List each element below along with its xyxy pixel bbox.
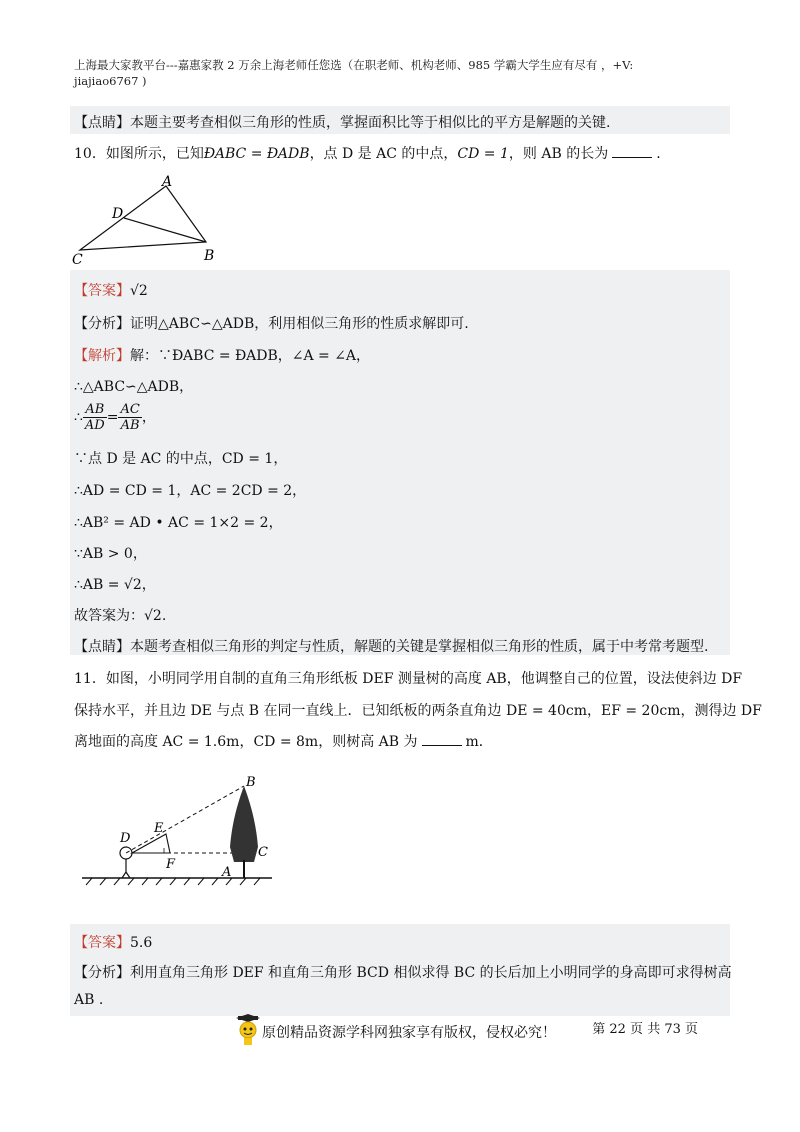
q10-sol-3-post: ， <box>141 409 156 426</box>
page-header <box>74 57 734 89</box>
tree <box>230 786 258 862</box>
q10-stem-b: ，点 D 是 AC 的中点， <box>309 146 458 162</box>
q10-stem-cd: CD = 1 <box>457 146 509 162</box>
q10-sol-3 <box>74 402 156 433</box>
label-b: B <box>204 248 215 264</box>
segment-db <box>124 218 206 242</box>
q10-stem-cond: ÐABC = ÐADB <box>203 146 310 162</box>
q10-point-tag: 【点睛】 <box>74 639 130 655</box>
copyright-notice: 原创精品资源学科网独家享有版权，侵权必究！ <box>262 1025 556 1041</box>
q10-stem-end: . <box>656 146 661 162</box>
label-c: C <box>72 252 83 268</box>
fraction-ab-ad <box>83 402 107 433</box>
mascot-icon <box>236 1014 260 1046</box>
q10-sol-3-pre: ∴ <box>74 409 83 426</box>
page-number: 第 22 页 共 73 页 <box>592 1022 698 1037</box>
label-f: F <box>166 857 176 872</box>
header-line-2: jiajiao6767 ) <box>74 74 147 88</box>
frac-num: AB <box>83 402 107 418</box>
q11-line-3 <box>74 731 493 751</box>
q10-stem <box>74 143 661 163</box>
q11-answer-blank <box>422 733 462 746</box>
q11-line-3-a: 离地面的高度 AC = 1.6m，CD = 8m，则树高 AB 为 <box>74 734 418 750</box>
q10-sol-8: ∴AB = √2， <box>74 577 156 593</box>
q10-sol-2: ∴△ABC∽△ADB， <box>74 379 194 395</box>
q10-answer-tag: 【答案】 <box>74 283 130 299</box>
q11-analysis-2: AB . <box>74 992 104 1008</box>
frac-num: AC <box>120 402 140 417</box>
label-b: B <box>246 775 256 790</box>
label-e: E <box>154 821 164 836</box>
q11-tree-figure <box>82 772 282 888</box>
prev-point-tag: 【点睛】 <box>74 115 130 131</box>
fraction-ac-ab <box>118 402 141 433</box>
q11-analysis-text: 利用直角三角形 DEF 和直角三角形 BCD 相似求得 BC 的长后加上小明同学的身高即可求得树高 <box>130 965 732 981</box>
q11-answer <box>74 932 152 952</box>
prev-point <box>74 112 610 132</box>
q10-analysis-text: 证明△ABC∽△ADB，利用相似三角形的性质求解即可. <box>130 316 469 332</box>
q10-solution-tag: 【解析】 <box>74 348 130 364</box>
label-d: D <box>120 831 131 846</box>
header-line-1: 上海最大家教平台---嘉惠家教 2 万余上海老师任您选（在职老师、机构老师、985 学霸大学生应有尽有 ，+V: <box>74 58 634 72</box>
q11-line-1: 11．如图，小明同学用自制的直角三角形纸板 DEF 测量树的高度 AB，他调整自己的位置，设法使斜边 DF <box>74 671 743 687</box>
q11-answer-tag: 【答案】 <box>74 935 130 951</box>
q11-analysis <box>74 962 732 982</box>
q10-point-text: 本题考查相似三角形的判定与性质，解题的关键是掌握相似三角形的性质，属于中考常考题型. <box>130 639 709 655</box>
label-c: C <box>258 845 268 860</box>
frac-den: AD <box>84 418 105 433</box>
q10-answer <box>74 280 148 300</box>
triangle-abc <box>80 186 206 250</box>
label-a: A <box>162 174 173 190</box>
prev-point-text: 本题主要考查相似三角形的性质，掌握面积比等于相似比的平方是解题的关键. <box>130 115 611 131</box>
q10-point <box>74 636 708 656</box>
q10-sol-4: ∵点 D 是 AC 的中点，CD = 1， <box>74 451 288 467</box>
q10-triangle-figure <box>66 172 236 268</box>
label-d: D <box>112 206 124 222</box>
q10-stem-c: ，则 AB 的长为 <box>508 146 609 162</box>
q10-answer-blank <box>612 145 652 158</box>
label-a: A <box>222 865 232 880</box>
q11-answer-value: 5.6 <box>130 935 153 951</box>
ground-hatching <box>86 878 260 885</box>
q11-analysis-tag: 【分析】 <box>74 965 130 981</box>
q10-stem-a: 10．如图所示，已知 <box>74 146 204 162</box>
sight-line-db <box>126 786 244 853</box>
q10-analysis <box>74 313 469 333</box>
q10-sol-9: 故答案为：√2. <box>74 608 167 624</box>
q11-line-3-b: m． <box>465 734 493 750</box>
q10-analysis-tag: 【分析】 <box>74 316 130 332</box>
q11-line-2: 保持水平，并且边 DE 与点 B 在同一直线上．已知纸板的两条直角边 DE = 40cm，EF = 20cm，测得边 DF <box>74 703 762 719</box>
q10-answer-value: √2 <box>130 283 148 299</box>
q10-sol-1 <box>74 345 370 365</box>
q10-sol-3-eq: = <box>106 409 119 426</box>
frac-den: AB <box>120 418 140 433</box>
q10-sol-5: ∴AD = CD = 1，AC = 2CD = 2， <box>74 483 307 499</box>
q10-sol-7: ∵AB > 0， <box>74 546 147 562</box>
q10-sol-6: ∴AB² = AD • AC = 1×2 = 2， <box>74 515 283 531</box>
q10-sol-1-text: 解：∵ÐABC = ÐADB，∠A = ∠A， <box>130 348 371 364</box>
